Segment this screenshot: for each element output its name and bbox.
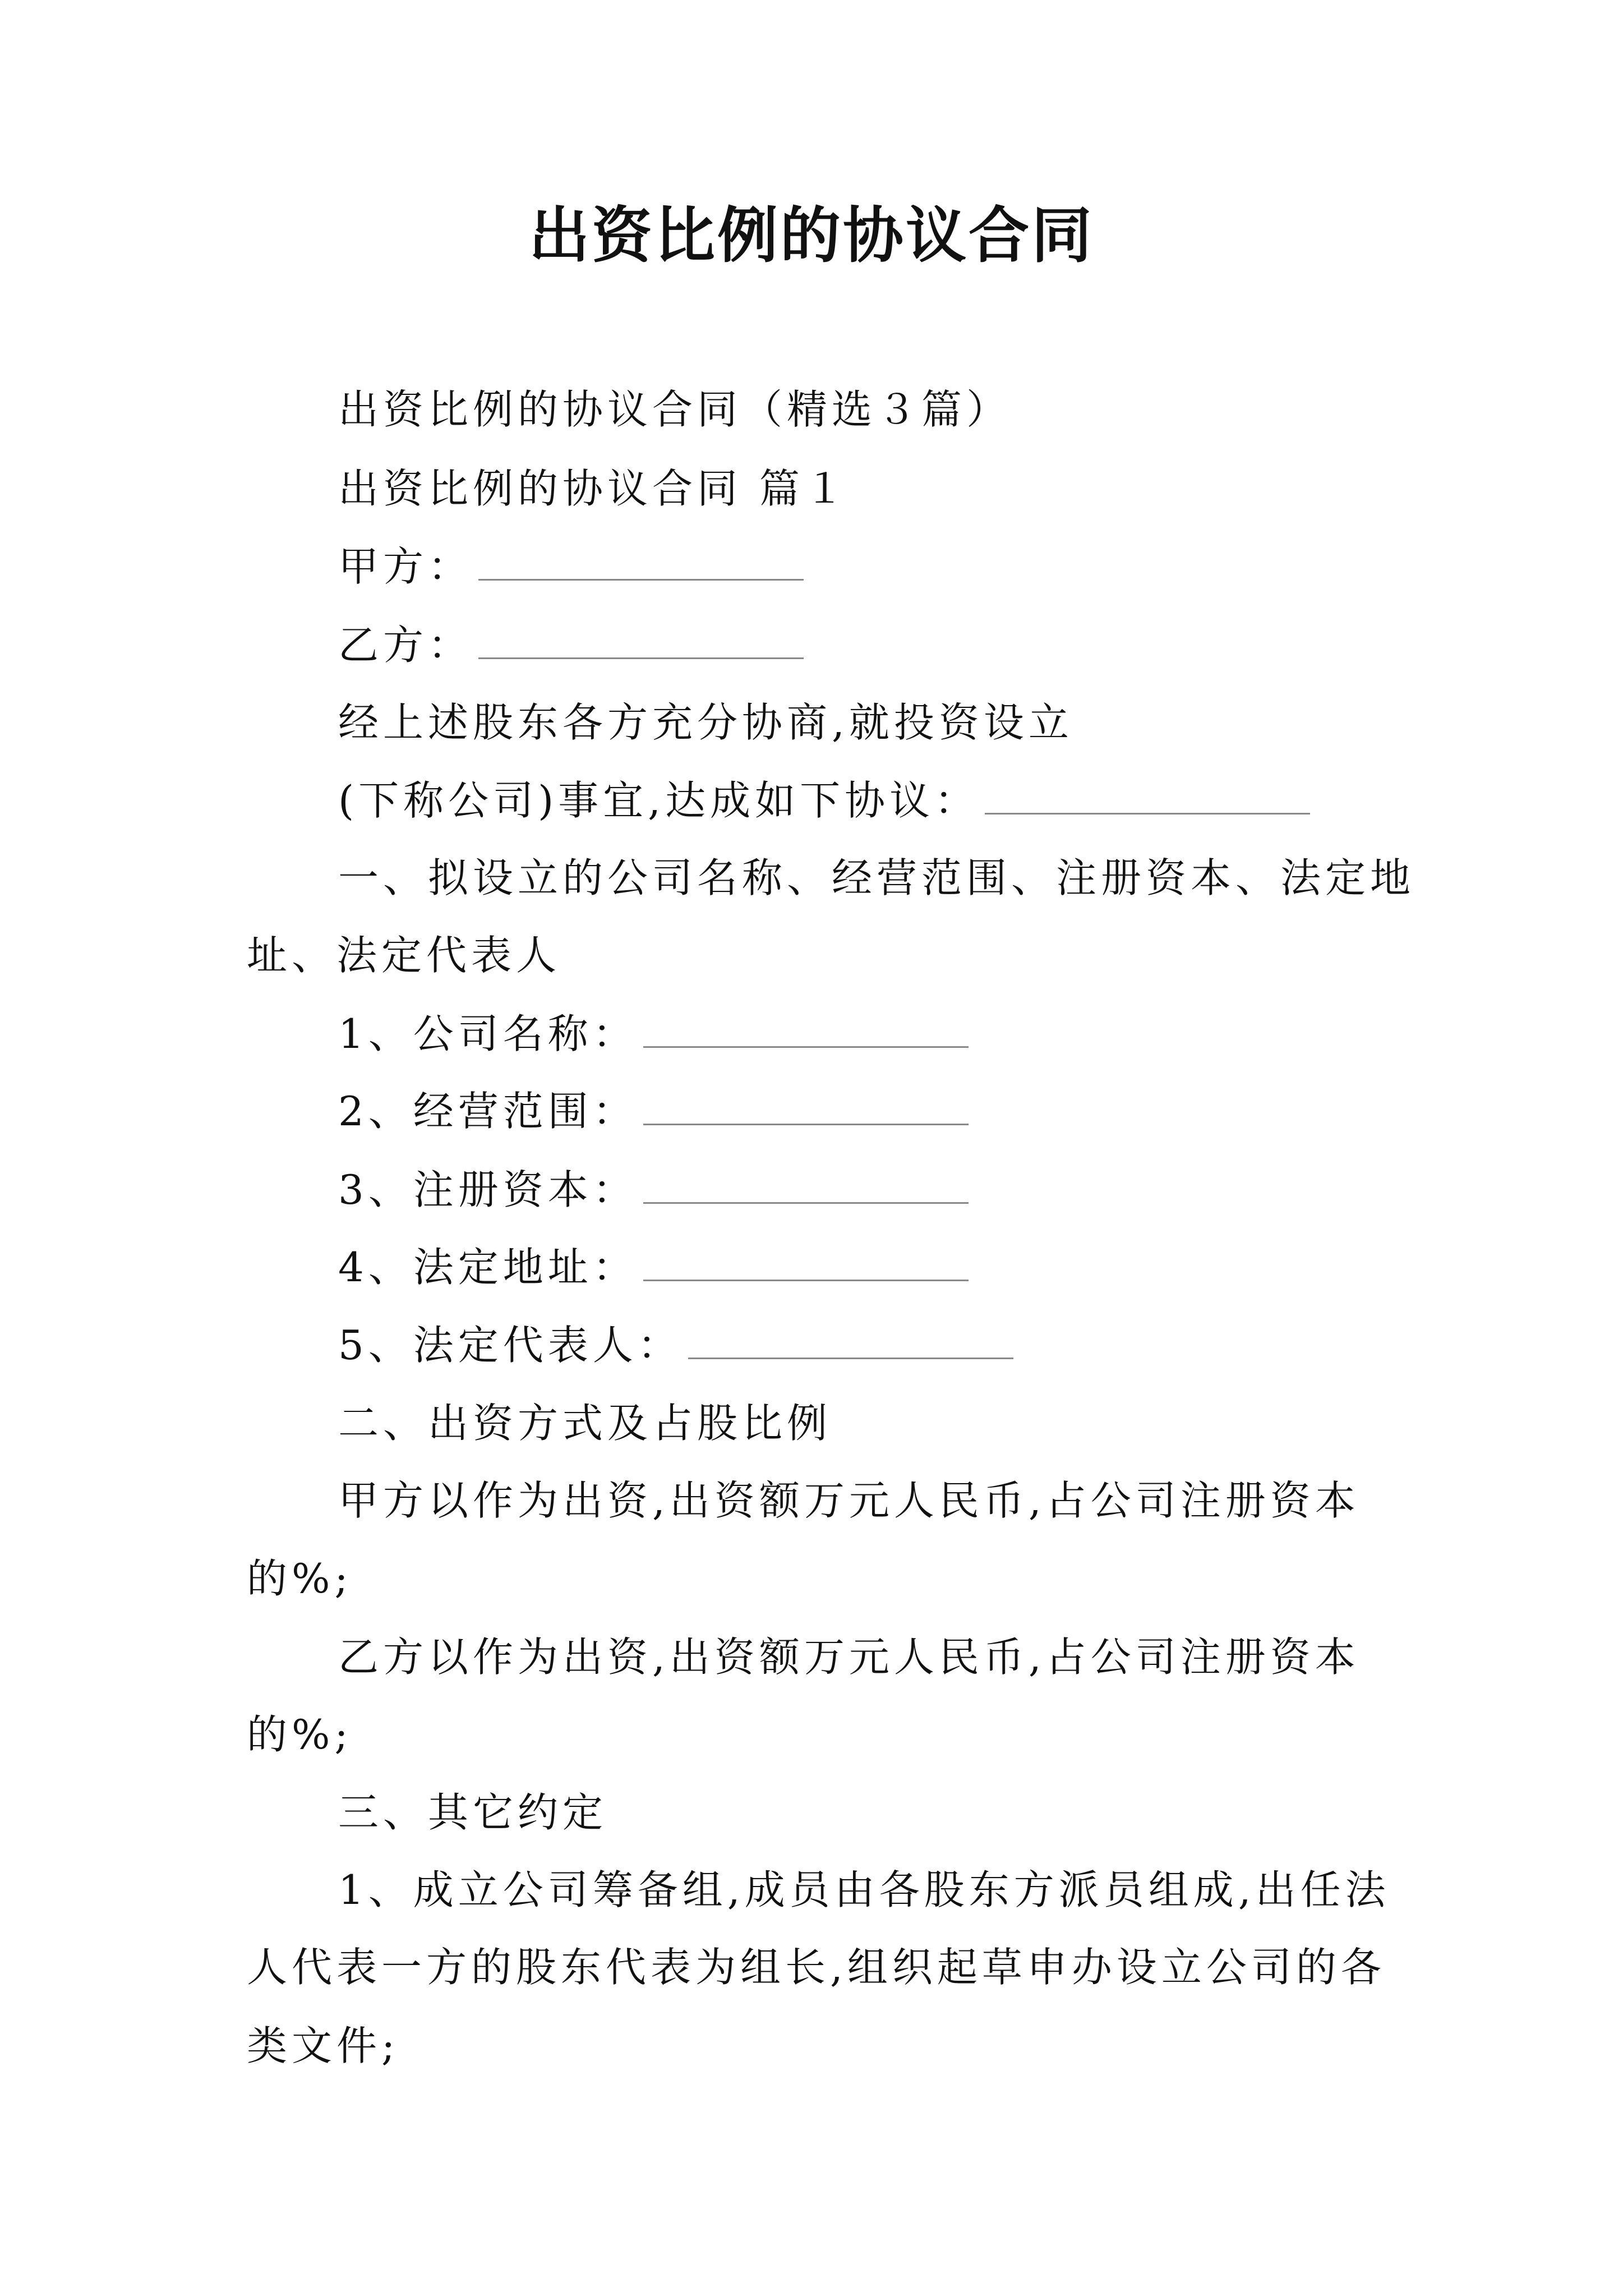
section-heading-line: [338, 458, 849, 519]
business-scope-label: 2、经营范围：: [338, 1088, 638, 1135]
paragraph-text: 经上述股东各方充分协商,就投资设立: [338, 699, 1073, 746]
field-line: [338, 1314, 1013, 1376]
company-name-label: 1、公司名称：: [338, 1010, 638, 1057]
document-title: 出资比例的协议合同: [528, 200, 1094, 271]
subtitle-text: 出资比例的协议合同（精选３篇）: [338, 386, 1012, 433]
party-b-label: 乙方：: [338, 622, 473, 669]
paragraph-text: 的%;: [247, 1711, 353, 1758]
company-name-blank: [643, 1043, 969, 1048]
clause-heading-line: [338, 1392, 832, 1454]
paragraph-line: [338, 770, 1310, 831]
paragraph-line: [338, 692, 1073, 753]
legal-address-blank: [643, 1276, 969, 1281]
paragraph-text: 乙方以作为出资,出资额万元人民币,占公司注册资本: [338, 1634, 1360, 1681]
registered-capital-blank: [643, 1199, 969, 1204]
paragraph-line: [338, 1470, 1360, 1531]
clause-heading-line: [247, 924, 561, 986]
paragraph-line: [247, 1704, 353, 1765]
clause-heading-text: 一、拟设立的公司名称、经营范围、注册资本、法定地: [338, 854, 1415, 901]
agreement-blank: [985, 809, 1310, 815]
clause-heading-text: 二、出资方式及占股比例: [338, 1400, 832, 1447]
party-a-blank: [478, 576, 804, 581]
party-b-blank: [478, 654, 804, 659]
paragraph-text: 人代表一方的股东代表为组长,组织起草申办设立公司的各: [247, 1944, 1386, 1991]
clause-heading-line: [338, 847, 1415, 909]
field-line: [338, 1003, 969, 1065]
clause-heading-text: 址、法定代表人: [247, 932, 561, 979]
subtitle-line: [338, 379, 1011, 440]
party-b-line: [338, 614, 804, 676]
business-scope-blank: [643, 1120, 969, 1125]
paragraph-line: [247, 2015, 399, 2077]
party-a-label: 甲方：: [338, 543, 473, 590]
paragraph-line: [247, 1548, 353, 1609]
paragraph-text: (下称公司)事宜,达成如下协议：: [338, 777, 980, 824]
paragraph-line: [338, 1626, 1360, 1688]
clause-heading-line: [338, 1782, 607, 1843]
paragraph-text: 1、成立公司筹备组,成员由各股东方派员组成,出任法: [338, 1866, 1390, 1913]
field-line: [338, 1159, 969, 1221]
legal-address-label: 4、法定地址：: [338, 1244, 638, 1291]
field-line: [338, 1236, 969, 1298]
legal-representative-label: 5、法定代表人：: [338, 1322, 683, 1369]
section-heading-text: 出资比例的协议合同 篇１: [338, 465, 849, 512]
clause-heading-text: 三、其它约定: [338, 1789, 608, 1836]
paragraph-text: 的%;: [247, 1555, 353, 1602]
paragraph-line: [247, 1936, 1386, 1998]
legal-representative-blank: [688, 1354, 1013, 1359]
paragraph-text: 甲方以作为出资,出资额万元人民币,占公司注册资本: [338, 1477, 1360, 1524]
paragraph-text: 类文件;: [247, 2022, 400, 2069]
field-line: [338, 1080, 969, 1142]
party-a-line: [338, 536, 804, 597]
registered-capital-label: 3、注册资本：: [338, 1166, 638, 1213]
paragraph-line: [338, 1859, 1390, 1921]
